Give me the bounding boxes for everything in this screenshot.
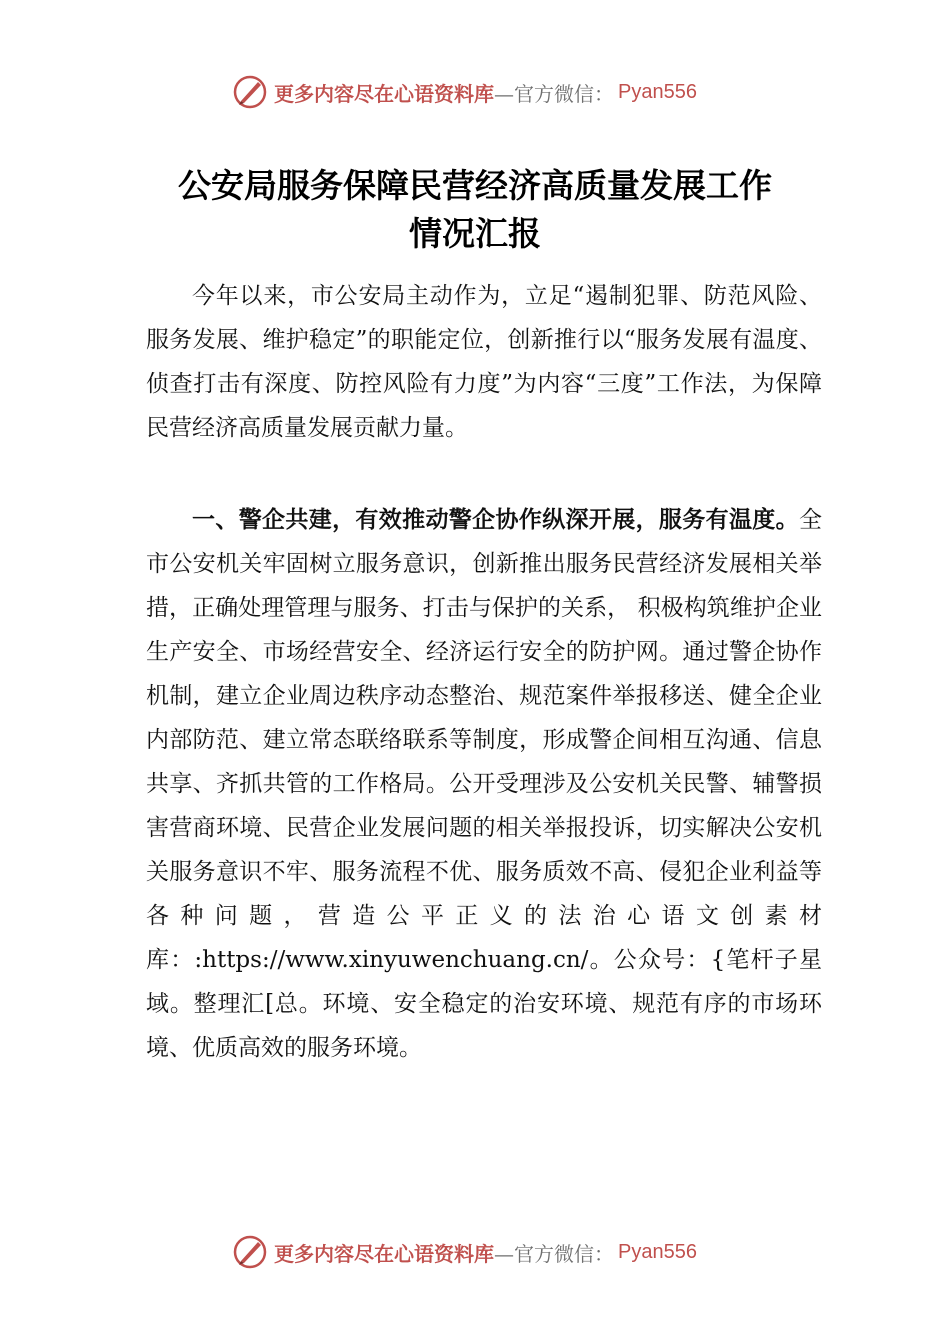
pen-logo-icon [232,1234,268,1270]
section-1-heading: 一、警企共建，有效推动警企协作纵深开展，服务有温度。 [192,507,799,533]
title-line-2: 情况汇报 [409,214,541,253]
banner-wechat-id: Pyan556 [618,1240,697,1263]
intro-paragraph: 今年以来，市公安局主动作为，立足“遏制犯罪、防范风险、服务发展、维护稳定”的职能定位，创新推行以“服务发展有温度、侦查打击有深度、防控风险有力度”为内容“三度”工作法，为保障民营经济高质量发展贡献力量。 [146,283,822,441]
banner-site-text: 更多内容尽在心语资料库 [274,1241,494,1266]
section-1-body: 全市公安机关牢固树立服务意识，创新推出服务民营经济发展相关举措，正确处理管理与服务、打击与保护的关系， 积极构筑维护企业生产安全、市场经营安全、经济运行安全的防护网。通过警企协作机制，建立企业周边秩序动态整治、规范案件举报移送、健全企业内部防范、建立常态联络联系等制度，形成警企间相互沟通、信息共享、齐抓共管的工作格局。公开受理涉及公安机关民警、辅警损害营商环境、民营企业发展问题的相关举报投诉，切实解决公安机关服务意识不牢、服务流程不优、服务质效不高、侵犯企业利益等各种问题，营造公平正义的法治心语文创素材库：:https://www.xinyuwenchuang.cn/。公众号：{笔杆子星域。整理汇[总。环境、安全稳定的治安环境、规范有序的市场环境、优质高效的服务环境。 [146,507,822,1061]
title-line-1: 公安局服务保障民营经济高质量发展工作 [178,166,772,205]
section-1-paragraph [146,498,822,1070]
banner-site-text: 更多内容尽在心语资料库 [274,81,494,106]
banner-wechat-label: —官方微信： [494,81,614,106]
banner-wechat-label: —官方微信： [494,1241,614,1266]
pen-logo-icon [232,74,268,110]
banner-wechat-id: Pyan556 [618,80,697,103]
document-title [100,162,850,258]
footer-banner [232,1232,732,1272]
header-banner [232,72,732,112]
